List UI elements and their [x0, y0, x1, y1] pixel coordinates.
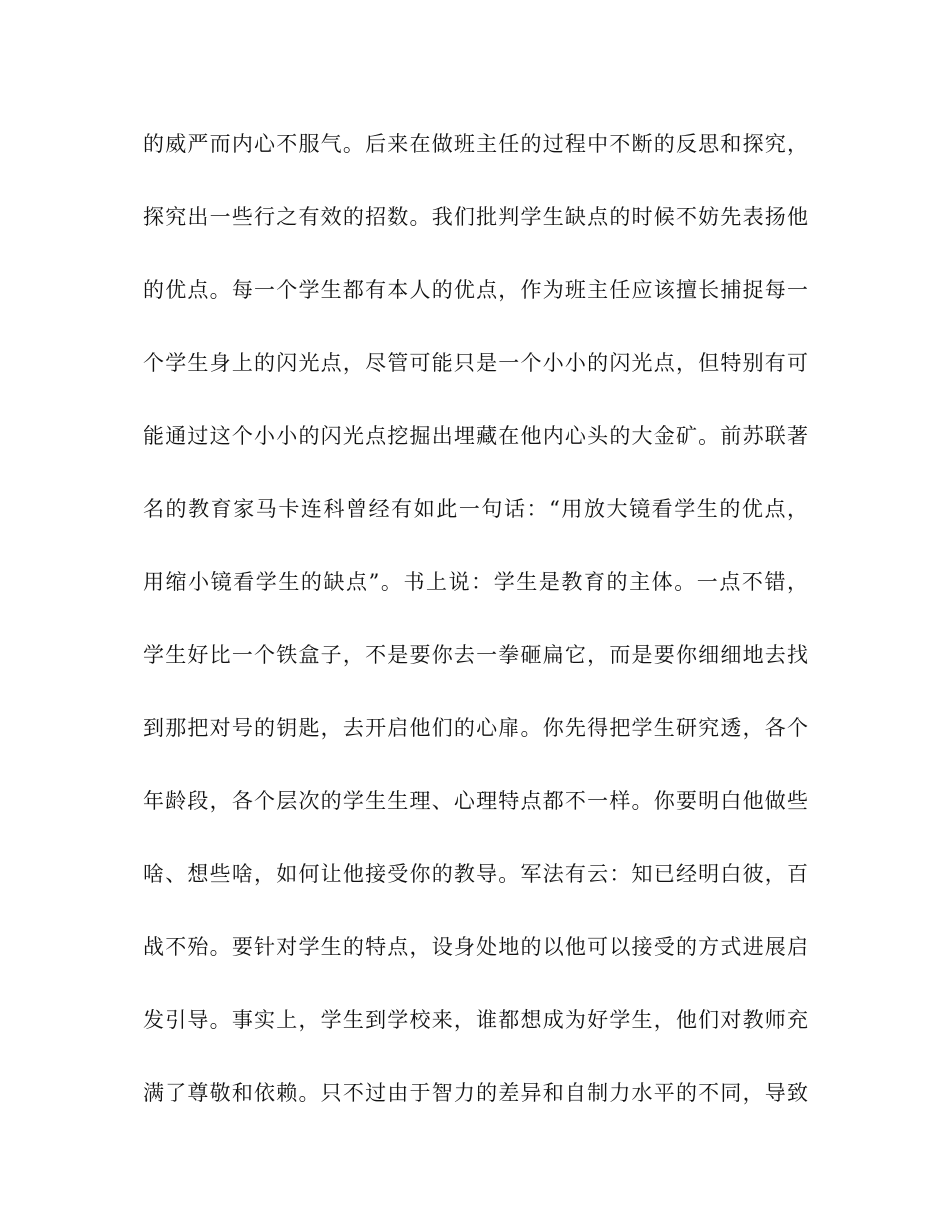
text-line-11: 啥、想些啥，如何让他接受你的教导。军法有云：知已经明白彼，百 [143, 862, 808, 886]
text-line-6: 名的教育家马卡连科曾经有如此一句话：“用放大镜看学生的优点， [143, 497, 808, 521]
text-line-8: 学生好比一个铁盒子，不是要你去一拳砸扁它，而是要你细细地去找 [143, 643, 808, 667]
text-line-9: 到那把对号的钥匙，去开启他们的心扉。你先得把学生研究透，各个 [143, 716, 808, 740]
text-line-2: 探究出一些行之有效的招数。我们批判学生缺点的时候不妨先表扬他 [143, 205, 808, 229]
text-line-10: 年龄段，各个层次的学生生理、心理特点都不一样。你要明白他做些 [143, 789, 808, 813]
text-line-13: 发引导。事实上，学生到学校来，谁都想成为好学生，他们对教师充 [143, 1008, 808, 1032]
text-line-5: 能通过这个小小的闪光点挖掘出埋藏在他内心头的大金矿。前苏联著 [143, 424, 808, 448]
text-line-12: 战不殆。要针对学生的特点，设身处地的以他可以接受的方式进展启 [143, 935, 808, 959]
text-line-3: 的优点。每一个学生都有本人的优点，作为班主任应该擅长捕捉每一 [143, 278, 808, 302]
text-line-4: 个学生身上的闪光点，尽管可能只是一个小小的闪光点，但特别有可 [143, 351, 808, 375]
text-line-7: 用缩小镜看学生的缺点”。书上说：学生是教育的主体。一点不错， [143, 570, 808, 594]
body-text [143, 126, 808, 1148]
text-line-1: 的威严而内心不服气。后来在做班主任的过程中不断的反思和探究， [143, 132, 808, 156]
text-line-14: 满了尊敬和依赖。只不过由于智力的差异和自制力水平的不同，导致 [143, 1081, 808, 1105]
